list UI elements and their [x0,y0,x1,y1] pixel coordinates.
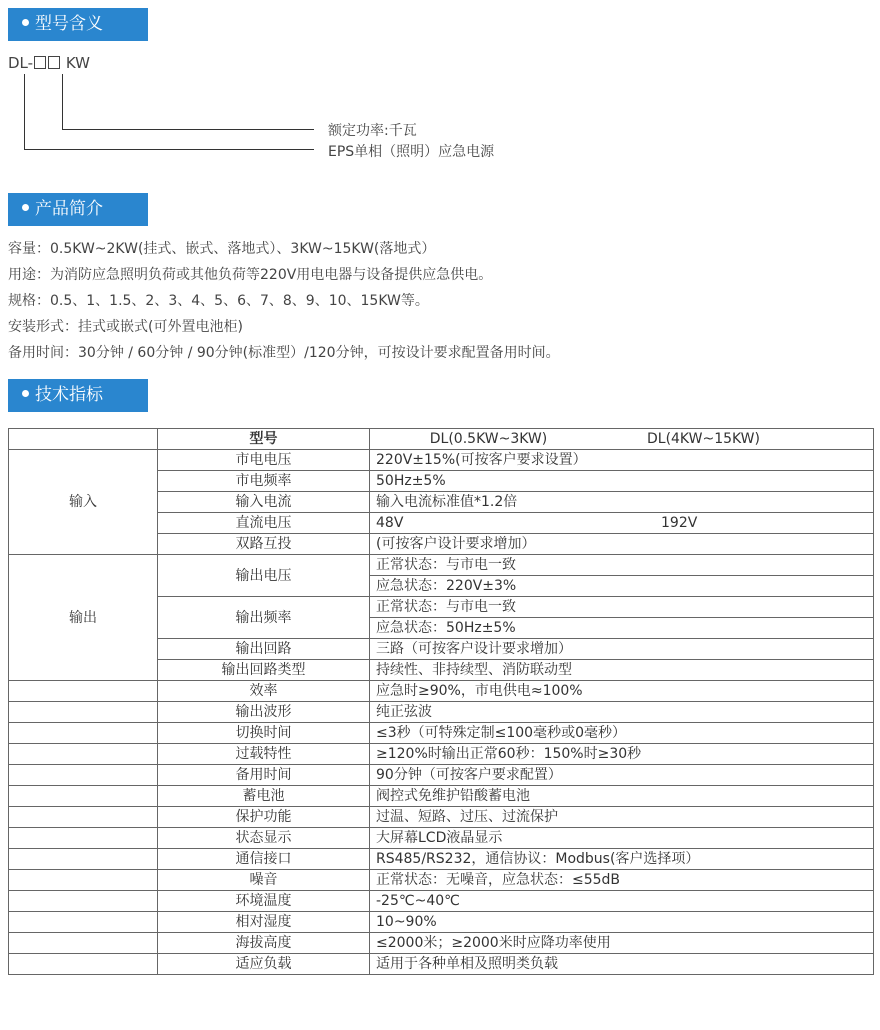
value-cell: 应急状态：50Hz±5% [370,618,874,639]
table-row [9,828,874,849]
section-title: 型号含义 [35,14,103,34]
table-row [9,912,874,933]
value-cell: 三路（可按客户设计要求增加） [370,639,874,660]
param-cell: 保护功能 [158,807,370,828]
model-suffix: KW [65,54,90,72]
section-title: 产品简介 [35,199,103,219]
section-badge-tech-specs [8,379,148,412]
value-cell: (可按客户设计要求增加） [370,534,874,555]
header-model-1: DL(0.5KW~3KW) [429,431,548,447]
table-row [9,849,874,870]
table-row [9,555,874,576]
table-row [9,765,874,786]
param-cell: 输出电压 [158,555,370,597]
value-cell: 过温、短路、过压、过流保护 [370,807,874,828]
dc-voltage-2: 192V [661,515,698,531]
param-cell: 蓄电池 [158,786,370,807]
value-cell: 50Hz±5% [370,471,874,492]
value-cell: -25℃~40℃ [370,891,874,912]
dc-voltage-1: 48V [376,515,404,531]
param-cell: 输出频率 [158,597,370,639]
section-badge-model-meaning [8,8,148,41]
bracket-line [24,74,25,149]
value-cell: 大屏幕LCD液晶显示 [370,828,874,849]
param-cell: 切换时间 [158,723,370,744]
blank-cell [9,807,158,828]
spec-table [8,428,874,975]
header-models [370,429,874,450]
header-model-label: 型号 [158,429,370,450]
bullet-icon [22,19,29,26]
value-cell: RS485/RS232，通信协议：Modbus(客户选择项） [370,849,874,870]
intro-capacity: 容量：0.5KW~2KW(挂式、嵌式、落地式）、3KW~15KW(落地式） [8,241,436,257]
placeholder-box-icon [48,56,60,69]
table-row [9,786,874,807]
table-row [9,450,874,471]
blank-cell [9,723,158,744]
param-cell: 过载特性 [158,744,370,765]
intro-usage: 用途：为消防应急照明负荷或其他负荷等220V用电电器与设备提供应急供电。 [8,267,493,283]
table-row [9,723,874,744]
value-cell [370,513,874,534]
group-input: 输入 [9,450,158,555]
table-row [9,933,874,954]
section-title: 技术指标 [35,385,103,405]
param-cell: 市电电压 [158,450,370,471]
param-cell: 备用时间 [158,765,370,786]
param-cell: 适应负载 [158,954,370,975]
param-cell: 输出回路 [158,639,370,660]
intro-installation: 安装形式：挂式或嵌式(可外置电池柜) [8,319,243,335]
param-cell: 环境温度 [158,891,370,912]
param-cell: 输入电流 [158,492,370,513]
blank-cell [9,933,158,954]
param-cell: 状态显示 [158,828,370,849]
table-row [9,891,874,912]
param-cell: 输出回路类型 [158,660,370,681]
value-cell: 纯正弦波 [370,702,874,723]
value-cell: 90分钟（可按客户要求配置） [370,765,874,786]
legend-power: 额定功率:千瓦 [328,123,417,139]
section-badge-product-intro [8,193,148,226]
value-cell: ≤2000米；≥2000米时应降功率使用 [370,933,874,954]
placeholder-box-icon [34,56,46,69]
param-cell: 通信接口 [158,849,370,870]
blank-cell [9,828,158,849]
legend-type: EPS单相（照明）应急电源 [328,144,495,160]
value-cell: 输入电流标准值*1.2倍 [370,492,874,513]
value-cell: ≤3秒（可特殊定制≤100毫秒或0毫秒） [370,723,874,744]
value-cell: 正常状态：与市电一致 [370,555,874,576]
blank-cell [9,870,158,891]
model-code [8,54,90,72]
blank-cell [9,954,158,975]
blank-cell [9,849,158,870]
table-row [9,744,874,765]
value-cell: 正常状态：无噪音，应急状态：≤55dB [370,870,874,891]
param-cell: 市电频率 [158,471,370,492]
param-cell: 噪音 [158,870,370,891]
value-cell: 正常状态：与市电一致 [370,597,874,618]
param-cell: 双路互投 [158,534,370,555]
param-cell: 效率 [158,681,370,702]
table-row [9,807,874,828]
blank-cell [9,765,158,786]
value-cell: 适用于各种单相及照明类负载 [370,954,874,975]
value-cell: 220V±15%(可按客户要求设置） [370,450,874,471]
table-row [9,954,874,975]
intro-backup-time: 备用时间：30分钟 / 60分钟 / 90分钟(标准型）/120分钟，可按设计要求配置备用时间。 [8,345,560,361]
blank-cell [9,891,158,912]
value-cell: 阀控式免维护铅酸蓄电池 [370,786,874,807]
intro-spec: 规格：0.5、1、1.5、2、3、4、5、6、7、8、9、10、15KW等。 [8,293,429,309]
table-row [9,702,874,723]
table-header-row [9,429,874,450]
bracket-line [62,74,63,129]
bullet-icon [22,390,29,397]
table-row [9,681,874,702]
value-cell: ≥120%时输出正常60秒：150%时≥30秒 [370,744,874,765]
param-cell: 输出波形 [158,702,370,723]
value-cell: 持续性、非持续型、消防联动型 [370,660,874,681]
bracket-line [62,129,314,130]
group-output: 输出 [9,555,158,681]
param-cell: 直流电压 [158,513,370,534]
blank-cell [9,744,158,765]
blank-cell [9,681,158,702]
value-cell: 应急时≥90%，市电供电≈100% [370,681,874,702]
blank-cell [9,702,158,723]
table-row [9,870,874,891]
header-blank-cell [9,429,158,450]
bracket-line [24,149,314,150]
param-cell: 海拔高度 [158,933,370,954]
param-cell: 相对湿度 [158,912,370,933]
value-cell: 应急状态：220V±3% [370,576,874,597]
blank-cell [9,912,158,933]
model-prefix: DL- [8,54,34,72]
header-model-2: DL(4KW~15KW) [646,431,760,447]
bullet-icon [22,204,29,211]
blank-cell [9,786,158,807]
value-cell: 10~90% [370,912,874,933]
